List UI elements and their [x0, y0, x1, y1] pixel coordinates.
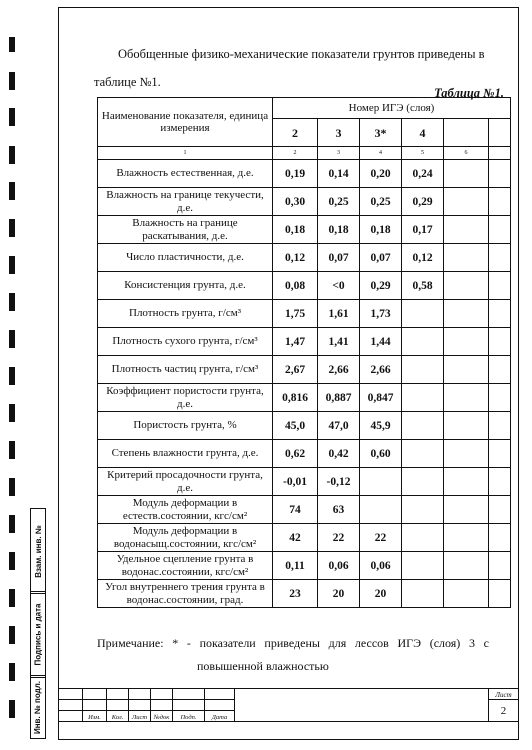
value-cell: 0,30 [273, 188, 318, 216]
value-cell: 0,17 [402, 216, 444, 244]
row-name-cell: Угол внутреннего трения грунта в водонас.состоянии, град. [98, 580, 273, 608]
row-name-cell: Число пластичности, д.е. [98, 244, 273, 272]
stamp-col-label: №док [151, 711, 173, 722]
value-cell [444, 384, 489, 412]
value-cell: 1,47 [273, 328, 318, 356]
value-cell: 63 [318, 496, 360, 524]
row-name-cell: Удельное сцепление грунта в водонас.состоянии, кгс/см² [98, 552, 273, 580]
binding-mark [9, 552, 15, 570]
value-cell: 0,58 [402, 272, 444, 300]
side-box-sign-date [30, 591, 46, 678]
value-cell: 22 [360, 524, 402, 552]
value-cell [444, 468, 489, 496]
binding-mark [9, 515, 15, 533]
column-number: 4 [402, 119, 444, 147]
value-cell: 0,25 [360, 188, 402, 216]
value-cell [402, 384, 444, 412]
table-row [98, 244, 511, 272]
note-line-1: Примечание: * - показатели приведены для лессов ИГЭ (слоя) 3 с [97, 636, 489, 650]
binding-mark [9, 72, 15, 90]
binding-mark [9, 293, 15, 311]
value-cell [402, 300, 444, 328]
column-number [489, 119, 511, 147]
value-cell [360, 468, 402, 496]
value-cell [402, 552, 444, 580]
note-line-2: повышенной влажностью [197, 659, 329, 673]
value-cell: 0,62 [273, 440, 318, 468]
column-number [444, 119, 489, 147]
binding-mark [9, 700, 15, 718]
value-cell: 0,07 [318, 244, 360, 272]
value-cell: 0,19 [273, 160, 318, 188]
table-body [98, 160, 511, 608]
value-cell [402, 356, 444, 384]
table-row [98, 300, 511, 328]
table-row [98, 496, 511, 524]
value-cell: 45,0 [273, 412, 318, 440]
column-number: 3 [318, 119, 360, 147]
value-cell: 0,06 [360, 552, 402, 580]
value-cell: 0,847 [360, 384, 402, 412]
table-row [98, 356, 511, 384]
row-name-cell: Пористость грунта, % [98, 412, 273, 440]
value-cell: 0,887 [318, 384, 360, 412]
value-cell: 45,9 [360, 412, 402, 440]
value-cell [444, 216, 489, 244]
side-label-inv-replace: Взам. инв. № [33, 524, 43, 578]
value-cell: 1,75 [273, 300, 318, 328]
value-cell [489, 440, 511, 468]
value-cell [489, 496, 511, 524]
binding-mark [9, 589, 15, 607]
value-cell [489, 272, 511, 300]
value-cell [489, 216, 511, 244]
side-box-inv-replace [30, 508, 46, 594]
side-box-inv-original [30, 675, 46, 739]
value-cell [444, 412, 489, 440]
value-cell: 0,20 [360, 160, 402, 188]
value-cell: 0,11 [273, 552, 318, 580]
table-header-row [98, 98, 511, 119]
intro-line-2: таблице №1. [94, 75, 161, 89]
value-cell [489, 300, 511, 328]
value-cell [402, 496, 444, 524]
value-cell: 2,67 [273, 356, 318, 384]
value-cell: <0 [318, 272, 360, 300]
value-cell: 0,12 [273, 244, 318, 272]
binding-mark [9, 256, 15, 274]
table-row [98, 188, 511, 216]
value-cell [489, 244, 511, 272]
table-row [98, 468, 511, 496]
value-cell: -0,01 [273, 468, 318, 496]
intro-line-1: Обобщенные физико-механические показатели грунтов приведены в [118, 47, 485, 61]
index-cell: 4 [360, 147, 402, 160]
binding-mark [9, 182, 15, 200]
value-cell [444, 524, 489, 552]
value-cell [402, 412, 444, 440]
value-cell [489, 580, 511, 608]
table-row [98, 440, 511, 468]
stamp-col-label: Подп. [173, 711, 205, 722]
value-cell: 0,18 [273, 216, 318, 244]
value-cell [444, 496, 489, 524]
value-cell: 2,66 [318, 356, 360, 384]
value-cell [489, 356, 511, 384]
value-cell [402, 328, 444, 356]
row-name-cell: Влажность естественная, д.е. [98, 160, 273, 188]
table-index-row [98, 147, 511, 160]
value-cell: 0,06 [318, 552, 360, 580]
index-cell: 5 [402, 147, 444, 160]
table-row [98, 160, 511, 188]
row-name-cell: Плотность частиц грунта, г/см³ [98, 356, 273, 384]
value-cell [489, 188, 511, 216]
stamp-sheet-number: 2 [489, 700, 519, 722]
value-cell [444, 300, 489, 328]
binding-mark [9, 626, 15, 644]
table-row [98, 552, 511, 580]
binding-mark [9, 404, 15, 422]
value-cell: 0,25 [318, 188, 360, 216]
stamp-row [59, 689, 519, 700]
value-cell [402, 468, 444, 496]
side-label-inv-original: Инв. № подл. [33, 680, 43, 734]
row-name-cell: Плотность грунта, г/см³ [98, 300, 273, 328]
binding-mark [9, 330, 15, 348]
value-cell [489, 160, 511, 188]
value-cell [489, 412, 511, 440]
row-name-cell: Критерий просадочности грунта, д.е. [98, 468, 273, 496]
table-row [98, 384, 511, 412]
value-cell: 0,60 [360, 440, 402, 468]
row-name-cell: Коэффициент пористости грунта, д.е. [98, 384, 273, 412]
value-cell [402, 524, 444, 552]
value-cell [444, 272, 489, 300]
value-cell: 74 [273, 496, 318, 524]
value-cell [444, 552, 489, 580]
value-cell [444, 328, 489, 356]
value-cell: 0,29 [360, 272, 402, 300]
row-name-cell: Модуль деформации в водонасыщ.состоянии, кгс/см² [98, 524, 273, 552]
value-cell [402, 440, 444, 468]
value-cell [444, 244, 489, 272]
value-cell: 23 [273, 580, 318, 608]
row-name-cell: Влажность на границе раскатывания, д.е. [98, 216, 273, 244]
index-cell: 1 [98, 147, 273, 160]
side-label-sign-date: Подпись и дата [33, 603, 43, 666]
value-cell [444, 160, 489, 188]
value-cell: 1,41 [318, 328, 360, 356]
row-name-cell: Влажность на границе текучести, д.е. [98, 188, 273, 216]
value-cell: 0,08 [273, 272, 318, 300]
value-cell [489, 524, 511, 552]
index-cell [489, 147, 511, 160]
value-cell: 0,18 [360, 216, 402, 244]
binding-mark [9, 219, 15, 237]
value-cell: 22 [318, 524, 360, 552]
row-name-cell: Степень влажности грунта, д.е. [98, 440, 273, 468]
index-cell: 3 [318, 147, 360, 160]
binding-mark [9, 441, 15, 459]
header-name-cell: Наименование показателя, единица измерения [98, 98, 273, 147]
binding-mark [9, 367, 15, 385]
value-cell: 1,61 [318, 300, 360, 328]
value-cell: 1,44 [360, 328, 402, 356]
header-group-cell: Номер ИГЭ (слоя) [273, 98, 511, 119]
stamp-col-label: Лист [129, 711, 151, 722]
value-cell: 1,73 [360, 300, 402, 328]
column-number: 3* [360, 119, 402, 147]
stamp-sheet-label: Лист [489, 689, 519, 700]
binding-mark [9, 37, 15, 52]
value-cell [489, 468, 511, 496]
value-cell: 0,14 [318, 160, 360, 188]
row-name-cell: Плотность сухого грунта, г/см³ [98, 328, 273, 356]
value-cell: 0,816 [273, 384, 318, 412]
table-row [98, 412, 511, 440]
value-cell: 47,0 [318, 412, 360, 440]
table-row [98, 328, 511, 356]
stamp-col-label: Изм. [83, 711, 107, 722]
value-cell: 2,66 [360, 356, 402, 384]
table-caption: Таблица №1. [434, 86, 504, 100]
row-name-cell: Модуль деформации в естеств.состоянии, кгс/см² [98, 496, 273, 524]
index-cell: 2 [273, 147, 318, 160]
value-cell: 0,12 [402, 244, 444, 272]
value-cell [444, 580, 489, 608]
stamp-title-cell [235, 689, 489, 722]
binding-mark [9, 663, 15, 681]
value-cell [489, 328, 511, 356]
properties-table [97, 97, 511, 608]
value-cell [489, 552, 511, 580]
value-cell [402, 580, 444, 608]
value-cell [444, 440, 489, 468]
binding-mark [9, 146, 15, 164]
stamp-col-label: Кол. [107, 711, 129, 722]
title-block-stamp [58, 688, 519, 722]
value-cell: 0,07 [360, 244, 402, 272]
stamp-col-label: Дата [205, 711, 235, 722]
index-cell: 6 [444, 147, 489, 160]
binding-mark [9, 108, 15, 126]
row-name-cell: Консистенция грунта, д.е. [98, 272, 273, 300]
table-row [98, 580, 511, 608]
table-row [98, 216, 511, 244]
value-cell [360, 496, 402, 524]
value-cell [489, 384, 511, 412]
value-cell: 20 [318, 580, 360, 608]
value-cell: 0,42 [318, 440, 360, 468]
value-cell: 42 [273, 524, 318, 552]
table-row [98, 524, 511, 552]
value-cell: -0,12 [318, 468, 360, 496]
value-cell: 0,24 [402, 160, 444, 188]
column-number: 2 [273, 119, 318, 147]
value-cell: 0,29 [402, 188, 444, 216]
value-cell: 0,18 [318, 216, 360, 244]
table-row [98, 272, 511, 300]
binding-mark [9, 478, 15, 496]
value-cell: 20 [360, 580, 402, 608]
value-cell [444, 356, 489, 384]
value-cell [444, 188, 489, 216]
